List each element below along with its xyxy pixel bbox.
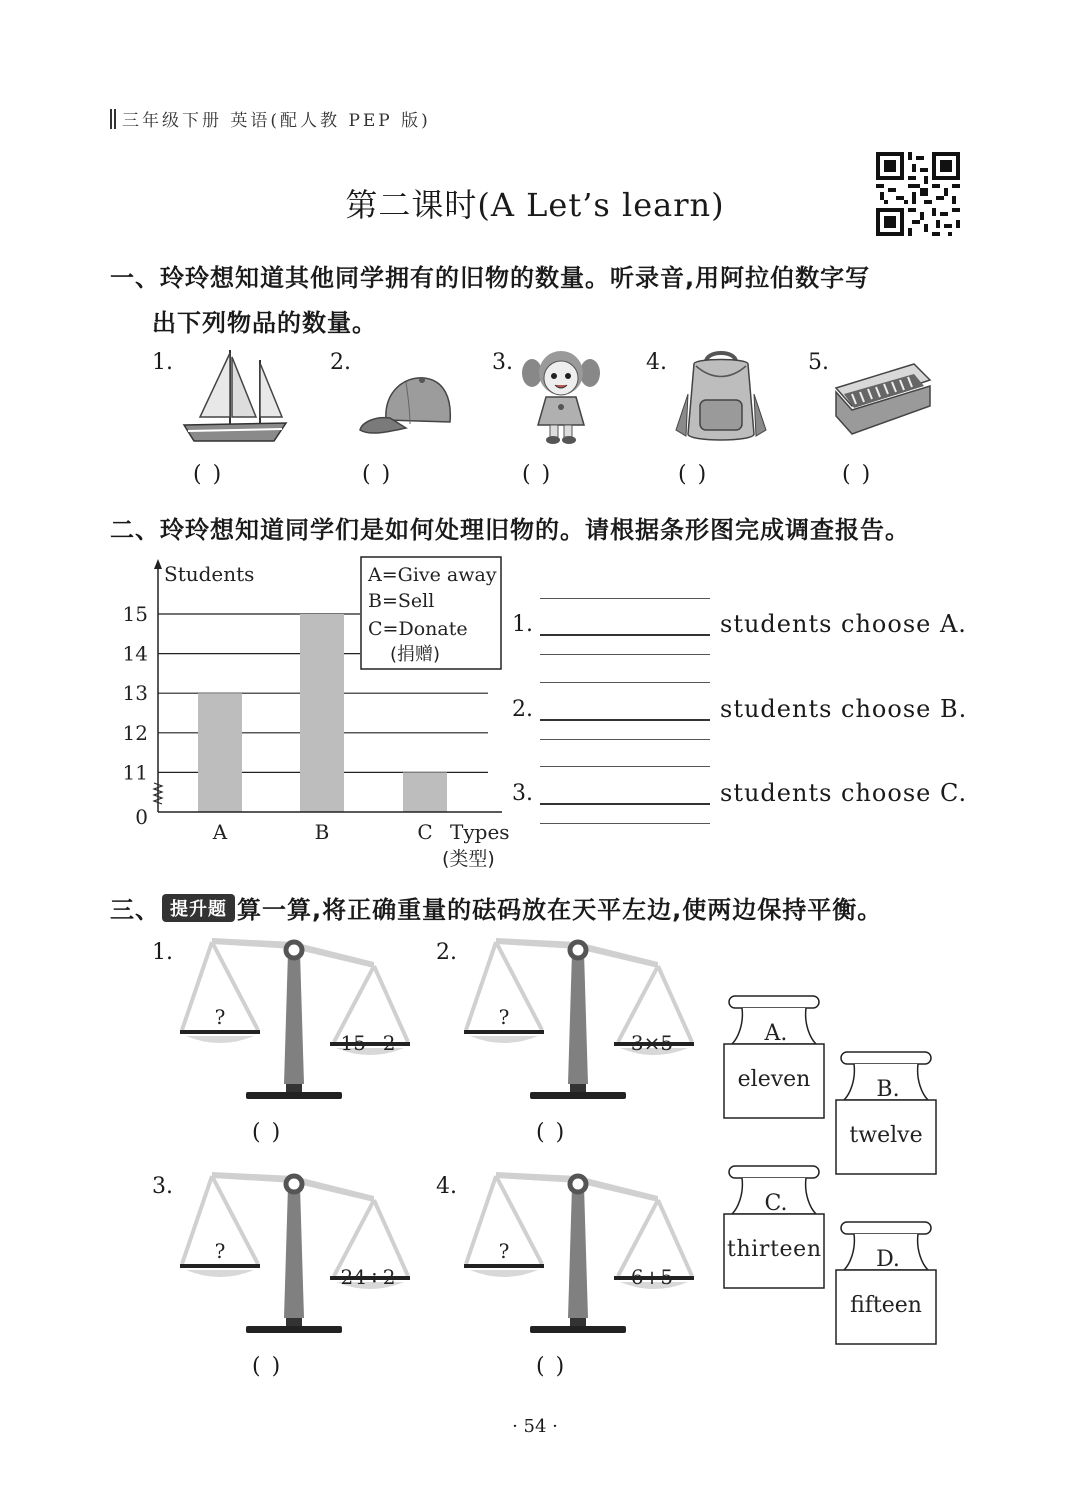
chart-ytick-label: 0 <box>135 805 148 829</box>
legend-line-b: B=Sell <box>368 590 435 612</box>
chart-xlabel: Types <box>450 820 510 844</box>
item-4-number: 4. <box>646 350 667 375</box>
weight-letter: C. <box>764 1191 788 1216</box>
weight-word: twelve <box>849 1123 923 1148</box>
header-bars <box>110 109 116 129</box>
scale-1-answer[interactable]: ( ) <box>252 1120 283 1145</box>
doll-icon <box>518 347 604 445</box>
section1-heading: 一、玲玲想知道其他同学拥有的旧物的数量。听录音,用阿拉伯数字写 <box>110 264 871 292</box>
pencil-case-icon <box>830 358 934 444</box>
scale-2-number: 2. <box>436 940 457 965</box>
scale-2-answer[interactable]: ( ) <box>536 1120 567 1145</box>
chart-xlabel-sub: (类型) <box>442 848 495 870</box>
weight-a-icon[interactable] <box>722 994 826 1122</box>
section3-heading <box>110 890 882 925</box>
chart-ytick-label: 11 <box>122 760 148 785</box>
item-3-number: 3. <box>492 350 513 375</box>
chart-ytick-label: 12 <box>122 720 148 745</box>
answer-3-text: students choose C. <box>720 779 968 807</box>
chart-ylabel: Students <box>164 562 255 586</box>
answer-2-number: 2. <box>512 697 533 722</box>
answer-1-text: students choose A. <box>720 610 967 638</box>
running-header <box>110 106 431 131</box>
legend-line-a: A=Give away <box>368 564 497 586</box>
bar-chart <box>110 555 520 875</box>
scale-1-number: 1. <box>152 940 173 965</box>
answer-3-number: 3. <box>512 781 533 806</box>
chart-xtick-label: C <box>417 820 433 844</box>
chart-ytick-labels <box>123 602 148 829</box>
section2-heading: 二、玲玲想知道同学们是如何处理旧物的。请根据条形图完成调查报告。 <box>110 516 910 544</box>
scale-4-left-value: ? <box>498 1239 510 1263</box>
answer-1-line-bottom <box>540 654 710 655</box>
scale-3-number: 3. <box>152 1174 173 1199</box>
scale-4-number: 4. <box>436 1174 457 1199</box>
weight-d-icon[interactable] <box>834 1220 938 1348</box>
legend-line-c: C=Donate <box>368 618 468 640</box>
header-text: 三年级下册 英语(配人教 PEP 版) <box>122 111 431 131</box>
weight-word: thirteen <box>727 1237 821 1262</box>
item-4-answer[interactable]: ( ) <box>678 462 709 487</box>
scale-4-right-value: 6+5 <box>630 1265 674 1289</box>
section1-heading-cont: 出下列物品的数量。 <box>152 309 377 337</box>
chart-xtick-label: B <box>314 820 330 844</box>
balance-scale-1-icon <box>178 932 418 1104</box>
answer-2-blank[interactable] <box>540 719 710 721</box>
cap-icon <box>356 372 456 442</box>
item-2-answer[interactable]: ( ) <box>362 462 393 487</box>
lesson-title: 第二课时(A Let’s learn) <box>345 186 725 224</box>
advanced-badge: 提升题 <box>162 894 235 922</box>
answer-1-line-top <box>540 598 710 599</box>
weight-word: fifteen <box>850 1293 922 1318</box>
item-2-number: 2. <box>330 350 351 375</box>
answer-1-blank[interactable] <box>540 634 710 636</box>
section3-heading-text: 算一算,将正确重量的砝码放在天平左边,使两边保持平衡。 <box>237 896 883 924</box>
item-5-number: 5. <box>808 350 829 375</box>
balance-scale-3-icon <box>178 1166 418 1338</box>
answer-2-line-top <box>540 682 710 683</box>
answer-3-line-top <box>540 766 710 767</box>
answer-2-text: students choose B. <box>720 695 968 723</box>
weight-c-icon[interactable] <box>722 1164 826 1292</box>
weight-letter: A. <box>764 1021 788 1046</box>
item-1-number: 1. <box>152 350 173 375</box>
scale-2-left-value: ? <box>498 1005 510 1029</box>
item-3-answer[interactable]: ( ) <box>522 462 553 487</box>
chart-xtick-labels <box>212 820 433 844</box>
item-1-answer[interactable]: ( ) <box>193 462 224 487</box>
answer-1-number: 1. <box>512 612 533 637</box>
chart-ytick-label: 14 <box>122 641 148 666</box>
scale-2-right-value: 3×5 <box>630 1031 674 1055</box>
legend-line-c-cn: (捐赠) <box>390 644 441 665</box>
weight-letter: D. <box>876 1247 900 1272</box>
scale-3-answer[interactable]: ( ) <box>252 1354 283 1379</box>
weight-letter: B. <box>876 1077 900 1102</box>
backpack-icon <box>672 350 770 446</box>
balance-scale-4-icon <box>462 1166 702 1338</box>
chart-ytick-label: 13 <box>122 681 148 706</box>
qr-code-icon <box>876 152 960 236</box>
chart-xtick-label: A <box>212 820 228 844</box>
scale-3-left-value: ? <box>214 1239 226 1263</box>
chart-y-axis-arrow <box>154 559 162 569</box>
balance-scale-2-icon <box>462 932 702 1104</box>
answer-3-blank[interactable] <box>540 803 710 805</box>
item-5-answer[interactable]: ( ) <box>842 462 873 487</box>
scale-1-right-value: 15−2 <box>340 1031 396 1055</box>
scale-4-answer[interactable]: ( ) <box>536 1354 567 1379</box>
chart-bar-b <box>300 614 344 812</box>
chart-bar-a <box>198 693 242 812</box>
weight-word: eleven <box>737 1067 811 1092</box>
page-number: · 54 · <box>512 1416 558 1437</box>
section3-prefix: 三、 <box>110 896 160 924</box>
weight-b-icon[interactable] <box>834 1050 938 1178</box>
sailboat-icon <box>178 345 290 445</box>
chart-ytick-label: 15 <box>122 602 148 626</box>
scale-3-right-value: 24÷2 <box>340 1265 396 1289</box>
answer-2-line-bottom <box>540 739 710 740</box>
scale-1-left-value: ? <box>214 1005 226 1029</box>
chart-bar-c <box>403 772 447 812</box>
answer-3-line-bottom <box>540 823 710 824</box>
